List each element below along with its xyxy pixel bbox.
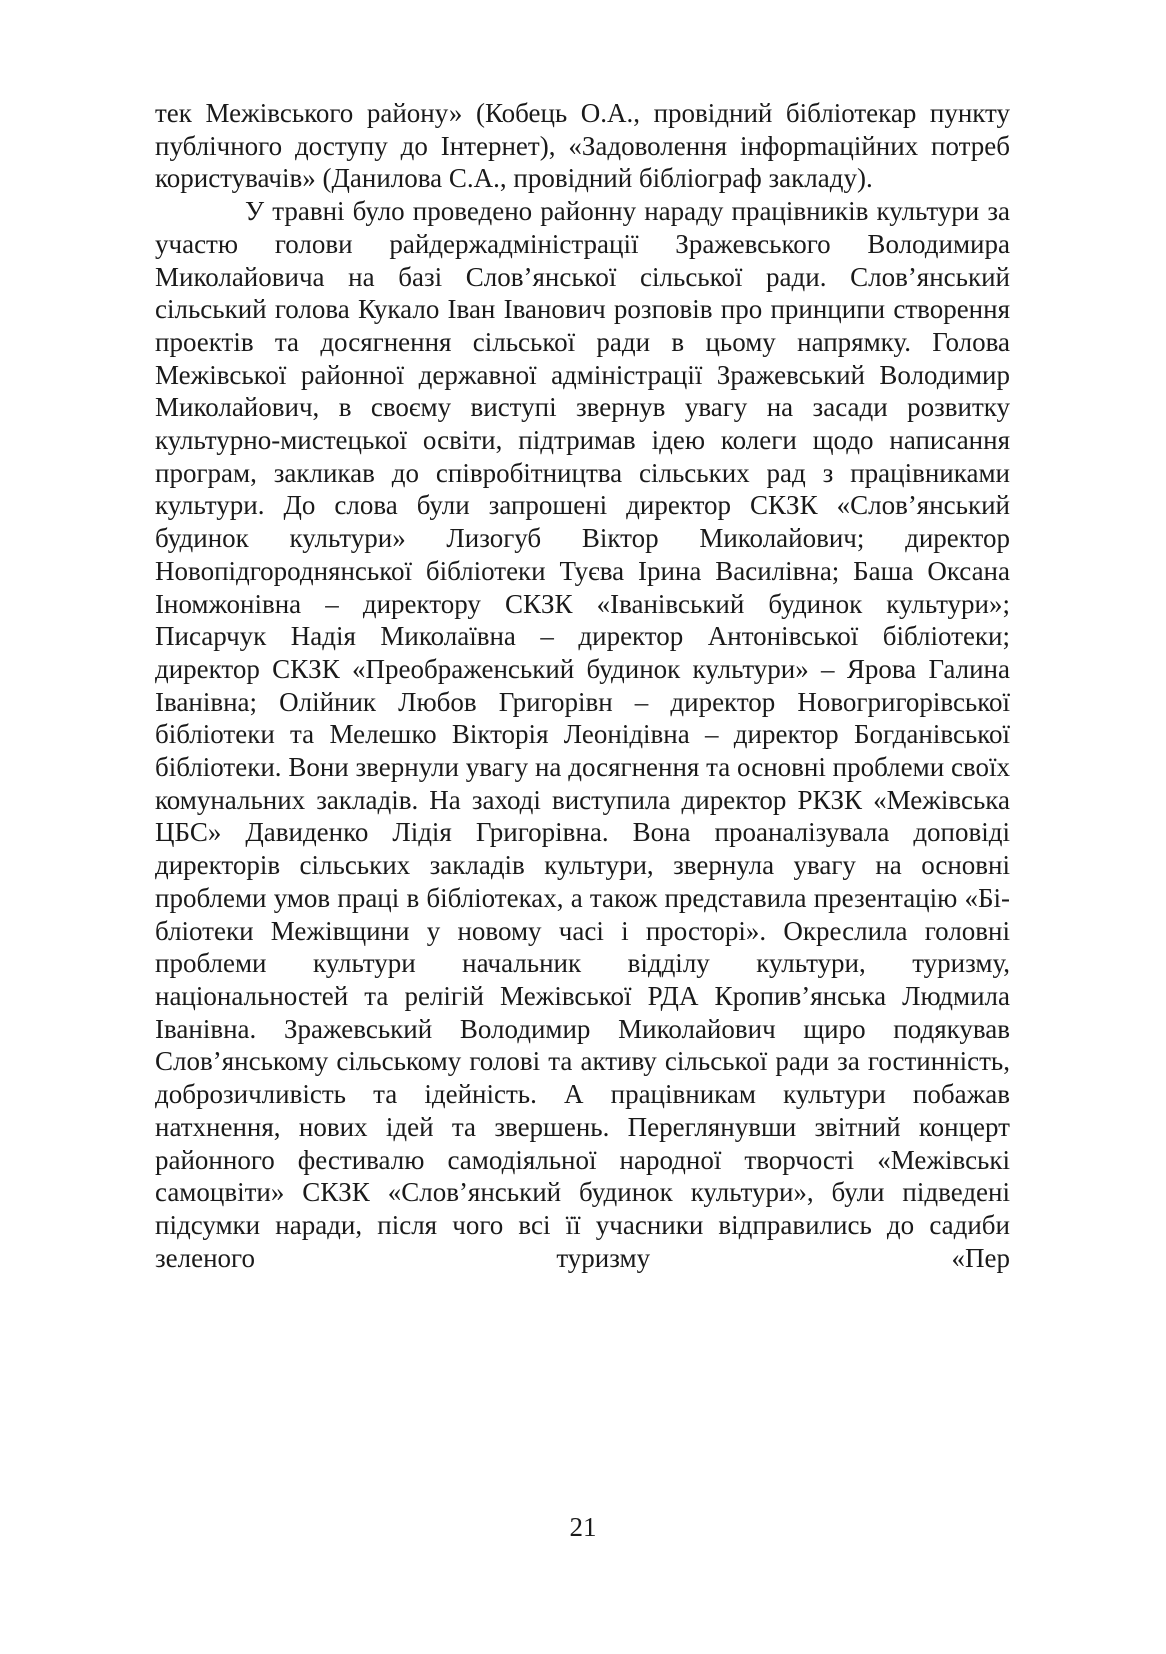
body-text: [155, 97, 1010, 1274]
paragraph-continuation: тек Межівського району» (Кобець О.А., провідний бібліотекар пункту публічного доступу до Інтернет), «Задоволення інфорmаційних потреб користувачів» (Данилова С.А., провідний бібліограф закладу).: [155, 98, 1010, 194]
paragraph-meeting-report: У травні було проведено районну нараду працівників культури за участю голови райдержадміністрації Зражевського Володимира Миколайовича на базі Слов’янської сільської ради. Слов’янський сільський голова Кукало Іван Іванович розповів про принципи створення проектів та досягнення сільської ради в цьому напрямку. Голова Межівської районної державної адміністрації Зражевський Володимир Миколайович, в своєму виступі звернув увагу на засади розвитку культурно-мистецької освіти, підтримав ідею колеги щодо написання програм, закликав до співробітництва сільських рад з працівниками культури. До слова були запрошені директор СКЗК «Слов’янський будинок культури» Лизогуб Віктор Миколайович; директор Новопідгороднянської бібліотеки Туєва Ірина Василівна; Баша Оксана Іномжонівна – директору СКЗК «Іванівський будинок культури»; Писарчук Надія Миколаївна – директор Антонівської бібліотеки; директор СКЗК «Преображенський будинок культури» – Ярова Галина Іванівна; Олійник Любов Григорівн – директор Новогригорівської бібліотеки та Мелешко Вікторія Леонідівна – директор Богданівської бібліотеки. Вони звернули увагу на досягнення та основні проблеми своїх комунальних закладів. На заході виступила директор РКЗК «Межівська ЦБС» Давиденко Лідія Григорівна. Вона проаналізувала доповіді директорів сільських закладів культури, звернула увагу на основні проблеми умов праці в бібліотеках, а також представила презентацію «Бібліотеки Межівщини у новому часі і просторі». Окреслила головні проблеми культури начальник відділу культури, туризму, національностей та релігій Межівської РДА Кропив’янська Людмила Іванівна. Зражевський Володимир Миколайович щиро подякував Слов’янському сільському голові та активу сільської ради за гостинність, доброзичливість та ідейність. А працівникам культури побажав натхнення, нових ідей та звершень. Переглянувши звітний концерт районного фестивалю самодіяльної народної творчості «Межівські самоцвіти» СКЗК «Слов’янський будинок культури», були підведені підсумки наради, після чого всі її учасники відправились до садиби зеленого туризму «Пер: [155, 196, 1010, 1273]
page-number: 21: [569, 1512, 597, 1542]
